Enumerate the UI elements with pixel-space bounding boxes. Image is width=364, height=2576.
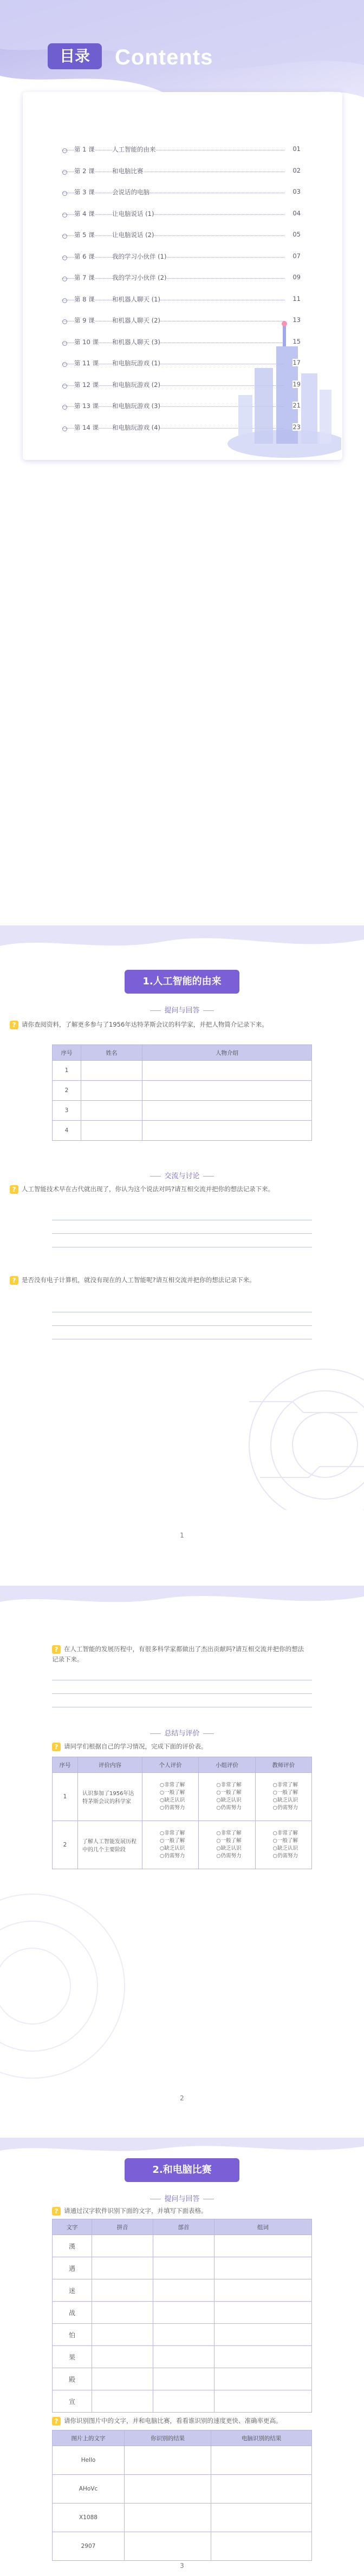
toc-page: 11	[292, 294, 301, 303]
toc-page: 01	[292, 145, 301, 153]
question-icon: ?	[52, 2417, 61, 2426]
answer-lines[interactable]	[52, 1667, 312, 1707]
page-gap	[0, 1564, 364, 1586]
toc-item[interactable]	[62, 145, 301, 155]
page-number: 1	[180, 1532, 184, 1539]
question-1: ? 在人工智能的发展历程中，有很多科学家都做出了杰出贡献吗?请互相交流并把你的想法记录下来。	[52, 1645, 304, 1663]
character-table	[52, 2219, 312, 2413]
table-header: 拼音	[92, 2219, 153, 2235]
table-header: 你识别的结果	[125, 2430, 211, 2446]
toc-item[interactable]	[62, 209, 301, 219]
table-header: 个人评价	[142, 1757, 199, 1773]
table-row: 宣	[53, 2390, 312, 2413]
rating-option[interactable]: ○非常了解	[272, 1782, 298, 1788]
section-label: 提问与回答	[128, 2193, 236, 2203]
table-row: 怕	[53, 2324, 312, 2346]
toc-item[interactable]	[62, 188, 301, 198]
table-row: 果	[53, 2346, 312, 2368]
toc-page: 04	[292, 209, 301, 217]
rating-option[interactable]: ○一般了解	[160, 1790, 185, 1796]
toc-title: 人工智能的由来	[112, 146, 156, 153]
toc-page: 19	[292, 380, 301, 388]
table-header: 电脑识别的结果	[211, 2430, 312, 2446]
toc-lesson: 第 12 课	[74, 380, 99, 389]
captcha-image: Hello	[81, 2457, 96, 2463]
bullet-icon	[62, 255, 67, 260]
toc-page: 07	[292, 252, 301, 260]
rating-option[interactable]: ○仍需努力	[216, 1805, 242, 1811]
rating-option[interactable]: ○缺乏认识	[216, 1797, 242, 1803]
rating-option[interactable]: ○非常了解	[216, 1830, 242, 1836]
toc-title: 会说话的电脑	[112, 188, 150, 196]
toc-lesson: 第 14 课	[74, 423, 99, 431]
question-1: ? 请通过汉字软件识别下面的文字，并填写下面表格。	[52, 2206, 307, 2216]
table-row	[53, 2446, 312, 2475]
table-header: 姓名	[81, 1045, 142, 1061]
toc-lesson: 第 5 课	[74, 231, 95, 239]
toc-leader	[62, 214, 284, 215]
toc-page: 15	[292, 337, 301, 345]
toc-page: 03	[292, 188, 301, 195]
toc-title: 和电脑玩游戏 (3)	[112, 402, 160, 410]
toc-lesson: 第 6 课	[74, 252, 95, 260]
table-row: 殿	[53, 2368, 312, 2390]
question-icon: ?	[10, 1021, 18, 1029]
table-row	[53, 2532, 312, 2561]
bullet-icon	[62, 234, 67, 239]
table-header: 评价内容	[78, 1757, 142, 1773]
question-icon: ?	[10, 1276, 18, 1285]
toc-page: 17	[292, 359, 301, 366]
toc-title-box	[48, 43, 102, 69]
section-label: 总结与评价	[128, 1727, 236, 1738]
captcha-image: AHoVc	[79, 2486, 98, 2492]
toc-page: 23	[292, 423, 301, 431]
table-header: 教师评价	[255, 1757, 311, 1773]
page-number: 2	[180, 2094, 184, 2102]
bullet-icon	[62, 362, 67, 367]
table-row: 1 认识参加了1956年达特茅斯会议的科学家 ○非常了解 ○一般了解 ○缺乏认识 ○仍需努力 ○非常了解 ○一般了解 ○缺乏认识 ○仍需努力 ○非常了解 ○一般了解 ○缺乏认识 ○仍需努力	[53, 1773, 312, 1821]
toc-page	[0, 0, 364, 482]
table-row: 3	[53, 1101, 312, 1121]
section-label: 交流与讨论	[128, 1170, 236, 1180]
rating-option[interactable]: ○缺乏认识	[160, 1797, 185, 1803]
rating-option[interactable]: ○非常了解	[216, 1782, 242, 1788]
toc-lesson: 第 8 课	[74, 295, 95, 303]
table-row	[53, 2475, 312, 2503]
page-gap	[0, 2127, 364, 2138]
toc-title: 和机器人聊天 (1)	[112, 295, 160, 303]
toc-title: 让电脑说话 (1)	[112, 209, 154, 218]
page-3	[0, 2138, 364, 2576]
rating-option[interactable]: ○非常了解	[160, 1782, 185, 1788]
captcha-image: 2907	[81, 2543, 96, 2549]
toc-page: 09	[292, 273, 301, 281]
lesson-banner: 2.和电脑比赛	[125, 2158, 239, 2182]
toc-lesson: 第 1 课	[74, 146, 95, 153]
toc-title: 我的学习小伙伴 (2)	[112, 274, 167, 281]
table-header: 文字	[53, 2219, 92, 2235]
table-row: 遇	[53, 2257, 312, 2279]
page-gap	[0, 482, 364, 925]
question-icon: ?	[52, 2207, 61, 2216]
toc-leader	[62, 235, 284, 236]
toc-title: 和电脑玩游戏 (1)	[112, 359, 160, 367]
question-icon: ?	[10, 1185, 18, 1194]
question-icon: ?	[52, 1743, 61, 1751]
evaluation-table	[52, 1757, 312, 1869]
rating-option[interactable]: ○一般了解	[272, 1790, 298, 1796]
rating-option[interactable]: ○缺乏认识	[272, 1845, 298, 1851]
question-3: ? 是否没有电子计算机，就没有现在的人工智能呢?请互相交流并把你的想法记录下来。	[10, 1275, 346, 1285]
rating-option[interactable]: ○非常了解	[272, 1830, 298, 1836]
toc-title: 和电脑玩游戏 (2)	[112, 380, 160, 389]
toc-lesson: 第 7 课	[74, 274, 95, 281]
table-header: 人物介绍	[142, 1045, 312, 1061]
table-header: 组词	[214, 2219, 312, 2235]
circuit-decoration	[227, 1337, 364, 1510]
table-row: 漢	[53, 2235, 312, 2257]
toc-title: 和机器人聊天 (2)	[112, 317, 160, 324]
bullet-icon	[62, 426, 67, 431]
header-wave	[0, 1586, 364, 1613]
bullet-icon	[62, 341, 67, 346]
bullet-icon	[62, 298, 67, 303]
rating-option[interactable]: ○非常了解	[160, 1830, 185, 1836]
rating-option[interactable]: ○一般了解	[272, 1838, 298, 1844]
rating-option[interactable]: ○一般了解	[160, 1838, 185, 1844]
rating-option[interactable]: ○一般了解	[216, 1838, 242, 1844]
table-header: 序号	[53, 1757, 78, 1773]
rating-option[interactable]: ○仍需努力	[216, 1853, 242, 1859]
bullet-icon	[62, 405, 67, 410]
toc-leader	[62, 257, 284, 258]
header-wave	[0, 925, 364, 958]
rating-option[interactable]: ○一般了解	[216, 1790, 242, 1796]
toc-page: 21	[292, 402, 301, 409]
question-2: ? 请同学们根据自己的学习情况，完成下面的评价表。	[52, 1742, 307, 1752]
table-header: 序号	[53, 1045, 81, 1061]
toc-title-cn: 目录	[59, 47, 90, 65]
bullet-icon	[62, 170, 67, 175]
answer-lines[interactable]	[52, 1299, 312, 1339]
bullet-icon	[62, 148, 67, 153]
toc-lesson: 第 4 课	[74, 209, 95, 218]
table-header: 部首	[153, 2219, 214, 2235]
question-2: ? 人工智能技术早在古代就出现了，你认为这个说法对吗?请互相交流并把你的想法记录下来。	[10, 1184, 346, 1194]
toc-page: 05	[292, 231, 301, 238]
captcha-image: X1088	[79, 2514, 98, 2521]
toc-title: 和电脑玩游戏 (4)	[112, 423, 160, 431]
bullet-icon	[62, 277, 67, 281]
toc-lesson: 第 13 课	[74, 402, 99, 410]
toc-lesson: 第 10 课	[74, 338, 99, 346]
toc-item[interactable]	[62, 167, 301, 176]
table-row: 1	[53, 1061, 312, 1081]
question-1: ? 请你查阅资料，了解更多参与了1956年达特茅斯会议的科学家，并把人物简介记录下来。	[10, 1020, 346, 1030]
toc-title: 我的学习小伙伴 (1)	[112, 252, 167, 260]
page-1	[0, 925, 364, 1564]
rating-option[interactable]: ○缺乏认识	[216, 1845, 242, 1851]
toc-page: 13	[292, 316, 301, 324]
toc-lesson: 第 11 课	[74, 359, 99, 367]
rating-option[interactable]: ○缺乏认识	[272, 1797, 298, 1803]
bullet-icon	[62, 319, 67, 324]
question-icon: ?	[52, 1645, 61, 1654]
rating-option[interactable]: ○仍需努力	[160, 1853, 185, 1859]
bullet-icon	[62, 384, 67, 389]
bullet-icon	[62, 213, 67, 218]
rating-option[interactable]: ○仍需努力	[272, 1853, 298, 1859]
toc-lesson: 第 2 课	[74, 167, 95, 175]
table-row	[53, 2503, 312, 2532]
table-row: 4	[53, 1121, 312, 1141]
table-row: 迷	[53, 2279, 312, 2302]
toc-leader	[62, 278, 284, 279]
toc-item[interactable]	[62, 231, 301, 240]
circuit-decoration	[0, 1889, 162, 2094]
question-2: ? 请你识别图片中的文字，并和电脑比赛，看看谁识别的速度更快、准确率更高。	[52, 2416, 307, 2426]
page-2	[0, 1586, 364, 2127]
bullet-icon	[62, 191, 67, 196]
rating-option[interactable]: ○仍需努力	[272, 1805, 298, 1811]
header-wave	[0, 2138, 364, 2159]
recognition-table	[52, 2430, 312, 2561]
table-row: 战	[53, 2302, 312, 2324]
toc-title: 和电脑比赛	[112, 167, 144, 175]
answer-lines[interactable]	[52, 1207, 312, 1247]
toc-item[interactable]	[62, 252, 301, 262]
rating-option[interactable]: ○仍需努力	[160, 1805, 185, 1811]
rating-option[interactable]: ○缺乏认识	[160, 1845, 185, 1851]
scientist-table	[52, 1044, 312, 1141]
toc-lesson: 第 9 课	[74, 317, 95, 324]
table-header: 图片上的文字	[53, 2430, 125, 2446]
page-number: 3	[180, 2562, 184, 2570]
toc-title: 和机器人聊天 (3)	[112, 338, 160, 346]
toc-page: 02	[292, 166, 301, 174]
toc-lesson: 第 3 课	[74, 188, 95, 196]
city-illustration	[222, 281, 341, 460]
lesson-banner: 1.人工智能的由来	[125, 970, 239, 994]
toc-title-en: Contents	[115, 45, 213, 69]
table-row: 2	[53, 1081, 312, 1101]
section-label: 提问与回答	[128, 1004, 236, 1015]
table-header: 小组评价	[199, 1757, 255, 1773]
table-row: 2 了解人工智能发展历程中的几个主要阶段 ○非常了解 ○一般了解 ○缺乏认识 ○仍需努力 ○非常了解 ○一般了解 ○缺乏认识 ○仍需努力 ○非常了解 ○一般了解 ○缺乏认识 ○仍需努力	[53, 1821, 312, 1869]
toc-title: 让电脑说话 (2)	[112, 231, 154, 239]
